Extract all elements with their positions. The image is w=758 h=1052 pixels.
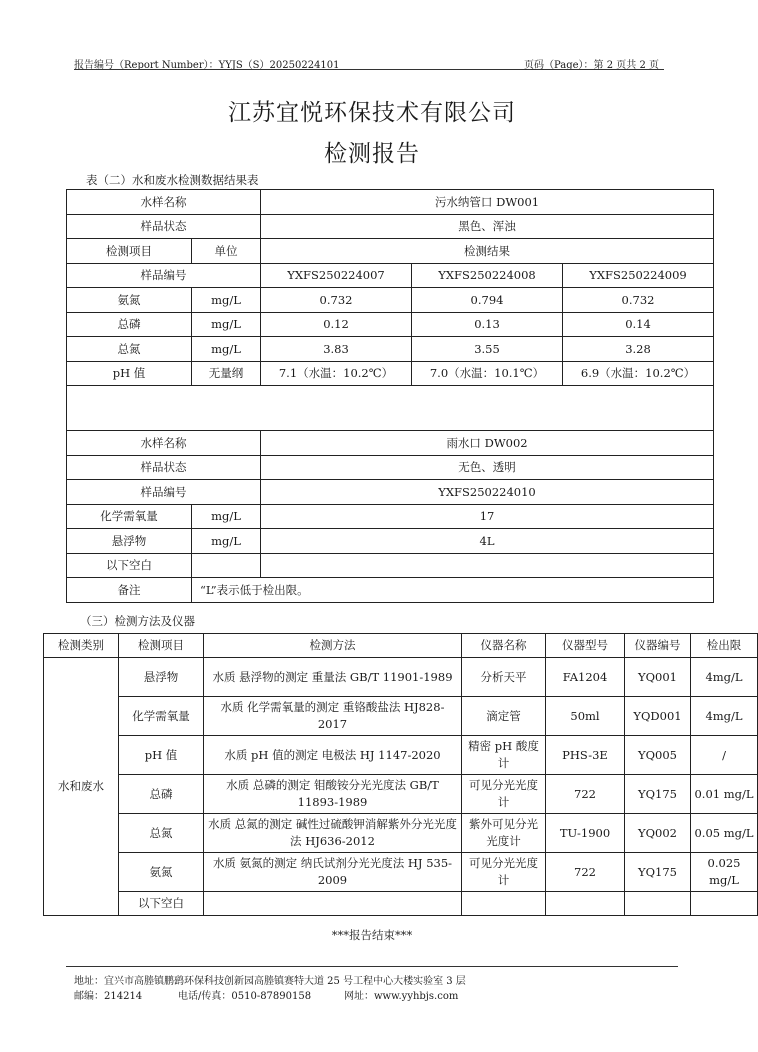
- col-header: 检测项目: [119, 634, 204, 658]
- table-row: [67, 263, 714, 288]
- item-name: 总氮: [119, 814, 204, 853]
- table-row: [67, 312, 714, 337]
- method: 水质 氨氮的测定 纳氏试剂分光光度法 HJ 535-2009: [204, 853, 462, 892]
- unit: mg/L: [192, 504, 261, 529]
- table-row: [67, 529, 714, 554]
- table-row: [44, 697, 758, 736]
- table-row: [44, 814, 758, 853]
- model: 722: [546, 853, 625, 892]
- value: 3.83: [261, 337, 412, 362]
- category-cell: 水和废水: [44, 658, 119, 916]
- empty-cell: [261, 553, 714, 578]
- detection-limit: 4mg/L: [691, 658, 758, 697]
- instrument-number: YQ002: [625, 814, 691, 853]
- method: 水质 pH 值的测定 电极法 HJ 1147-2020: [204, 736, 462, 775]
- item-name: pH 值: [67, 361, 192, 386]
- table-row: [67, 504, 714, 529]
- sample-name-label: 水样名称: [67, 190, 261, 215]
- table-row: [67, 361, 714, 386]
- spacer-cell: [67, 386, 714, 431]
- table-row: [44, 736, 758, 775]
- page-number: 页码（Page）：第 2 页共 2 页: [524, 60, 659, 71]
- value: 0.732: [261, 288, 412, 313]
- spacer-row: [67, 386, 714, 431]
- col-header: 仪器编号: [625, 634, 691, 658]
- model: 50ml: [546, 697, 625, 736]
- sample-state: 无色、透明: [261, 455, 714, 480]
- value: 17: [261, 504, 714, 529]
- instrument-number: YQ175: [625, 853, 691, 892]
- result-header: 检测结果: [261, 239, 714, 264]
- col-header: 检出限: [691, 634, 758, 658]
- instrument-number: YQ005: [625, 736, 691, 775]
- table1-caption: 表（二）水和废水检测数据结果表: [86, 173, 259, 187]
- model: PHS-3E: [546, 736, 625, 775]
- table-row: [67, 239, 714, 264]
- value: 0.732: [563, 288, 714, 313]
- item-name: 氨氮: [119, 853, 204, 892]
- sample-code: YXFS250224008: [412, 263, 563, 288]
- footer-postcode: 邮编：214214: [74, 991, 143, 1002]
- sample-name: 雨水口 DW002: [261, 431, 714, 456]
- methods-table: [43, 633, 758, 916]
- value: 7.1（水温：10.2℃）: [261, 361, 412, 386]
- unit: mg/L: [192, 529, 261, 554]
- table2-caption: （三）检测方法及仪器: [80, 614, 195, 628]
- footer-divider: [66, 966, 678, 967]
- detection-limit: 0.025 mg/L: [691, 853, 758, 892]
- unit: mg/L: [192, 312, 261, 337]
- method: 水质 总氮的测定 碱性过硫酸钾消解紫外分光光度法 HJ636-2012: [204, 814, 462, 853]
- instrument: 精密 pH 酸度计: [462, 736, 546, 775]
- item-name: 悬浮物: [67, 529, 192, 554]
- instrument: 可见分光光度计: [462, 775, 546, 814]
- item-name: 氨氮: [67, 288, 192, 313]
- table-row: [67, 337, 714, 362]
- item-name: pH 值: [119, 736, 204, 775]
- table-row: [67, 553, 714, 578]
- method: 水质 悬浮物的测定 重量法 GB/T 11901-1989: [204, 658, 462, 697]
- instrument-number: YQD001: [625, 697, 691, 736]
- header-row: [44, 634, 758, 658]
- table-row: [67, 578, 714, 603]
- empty-cell: [204, 892, 462, 916]
- unit-header: 单位: [192, 239, 261, 264]
- item-name: 总磷: [119, 775, 204, 814]
- item-name: 悬浮物: [119, 658, 204, 697]
- results-table: [66, 189, 714, 603]
- sample-name-label: 水样名称: [67, 431, 261, 456]
- company-name: 江苏宜悦环保技术有限公司: [228, 100, 516, 126]
- unit: mg/L: [192, 288, 261, 313]
- detection-limit: /: [691, 736, 758, 775]
- instrument: 滴定管: [462, 697, 546, 736]
- value: 7.0（水温：10.1℃）: [412, 361, 563, 386]
- table-row: [44, 658, 758, 697]
- sample-name: 污水纳管口 DW001: [261, 190, 714, 215]
- instrument: 分析天平: [462, 658, 546, 697]
- method: 水质 总磷的测定 钼酸铵分光光度法 GB/T 11893-1989: [204, 775, 462, 814]
- col-header: 检测类别: [44, 634, 119, 658]
- item-name: 化学需氧量: [119, 697, 204, 736]
- table-row: [67, 480, 714, 505]
- table-row: [44, 775, 758, 814]
- document-title: 检测报告: [324, 141, 420, 167]
- table-row: [67, 431, 714, 456]
- empty-cell: [625, 892, 691, 916]
- footer-address: 地址：宜兴市高塍镇鹏鹞环保科技创新园高塍镇赛特大道 25 号工程中心大楼实验室 3 层: [74, 976, 466, 987]
- detection-limit: 4mg/L: [691, 697, 758, 736]
- empty-cell: [462, 892, 546, 916]
- model: TU-1900: [546, 814, 625, 853]
- item-name: 总磷: [67, 312, 192, 337]
- empty-cell: [691, 892, 758, 916]
- blank-note: 以下空白: [67, 553, 192, 578]
- sample-code: YXFS250224010: [261, 480, 714, 505]
- item-name: 化学需氧量: [67, 504, 192, 529]
- empty-cell: [192, 553, 261, 578]
- unit: mg/L: [192, 337, 261, 362]
- footer-website: 网址：www.yyhbjs.com: [344, 991, 459, 1002]
- sample-state-label: 样品状态: [67, 455, 261, 480]
- value: 3.55: [412, 337, 563, 362]
- method: 水质 化学需氧量的测定 重铬酸盐法 HJ828-2017: [204, 697, 462, 736]
- value: 0.13: [412, 312, 563, 337]
- item-name: 总氮: [67, 337, 192, 362]
- report-end: ***报告结束***: [331, 928, 413, 942]
- value: 0.794: [412, 288, 563, 313]
- value: 0.12: [261, 312, 412, 337]
- table-row: [44, 892, 758, 916]
- table-row: [67, 214, 714, 239]
- sample-code: YXFS250224009: [563, 263, 714, 288]
- item-header: 检测项目: [67, 239, 192, 264]
- unit: 无量纲: [192, 361, 261, 386]
- col-header: 检测方法: [204, 634, 462, 658]
- table-row: [67, 455, 714, 480]
- blank-note: 以下空白: [119, 892, 204, 916]
- empty-cell: [546, 892, 625, 916]
- sample-state-label: 样品状态: [67, 214, 261, 239]
- table-row: [44, 853, 758, 892]
- model: FA1204: [546, 658, 625, 697]
- table-row: [67, 288, 714, 313]
- report-number: 报告编号（Report Number）：YYJS（S）20250224101: [74, 60, 340, 71]
- remark-text: “L”表示低于检出限。: [192, 578, 714, 603]
- remark-label: 备注: [67, 578, 192, 603]
- col-header: 仪器型号: [546, 634, 625, 658]
- value: 6.9（水温：10.2℃）: [563, 361, 714, 386]
- sample-state: 黑色、浑浊: [261, 214, 714, 239]
- detection-limit: 0.05 mg/L: [691, 814, 758, 853]
- sample-code-label: 样品编号: [67, 480, 261, 505]
- sample-code-label: 样品编号: [67, 263, 261, 288]
- model: 722: [546, 775, 625, 814]
- value: 3.28: [563, 337, 714, 362]
- instrument: 紫外可见分光光度计: [462, 814, 546, 853]
- footer-phone: 电话/传真：0510-87890158: [178, 991, 312, 1002]
- detection-limit: 0.01 mg/L: [691, 775, 758, 814]
- table-row: [67, 190, 714, 215]
- instrument-number: YQ175: [625, 775, 691, 814]
- sample-code: YXFS250224007: [261, 263, 412, 288]
- value: 0.14: [563, 312, 714, 337]
- value: 4L: [261, 529, 714, 554]
- col-header: 仪器名称: [462, 634, 546, 658]
- instrument-number: YQ001: [625, 658, 691, 697]
- instrument: 可见分光光度计: [462, 853, 546, 892]
- header-divider: [74, 69, 664, 70]
